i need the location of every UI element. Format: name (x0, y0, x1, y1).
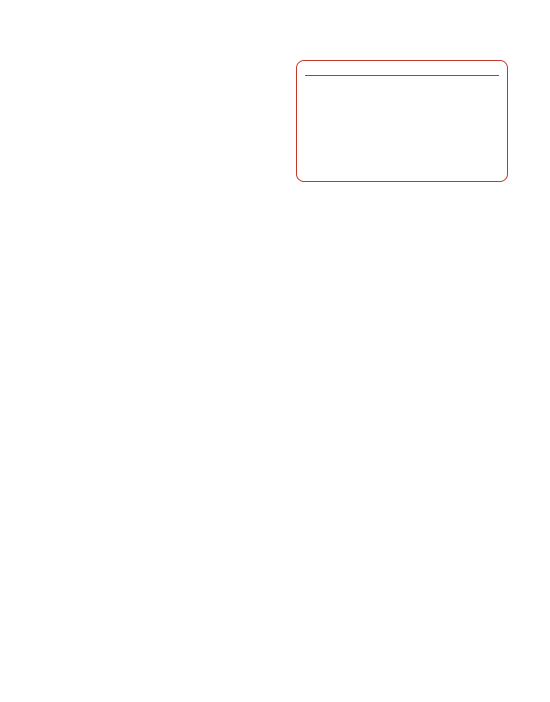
index-divider (305, 75, 499, 76)
index-box (296, 60, 508, 182)
